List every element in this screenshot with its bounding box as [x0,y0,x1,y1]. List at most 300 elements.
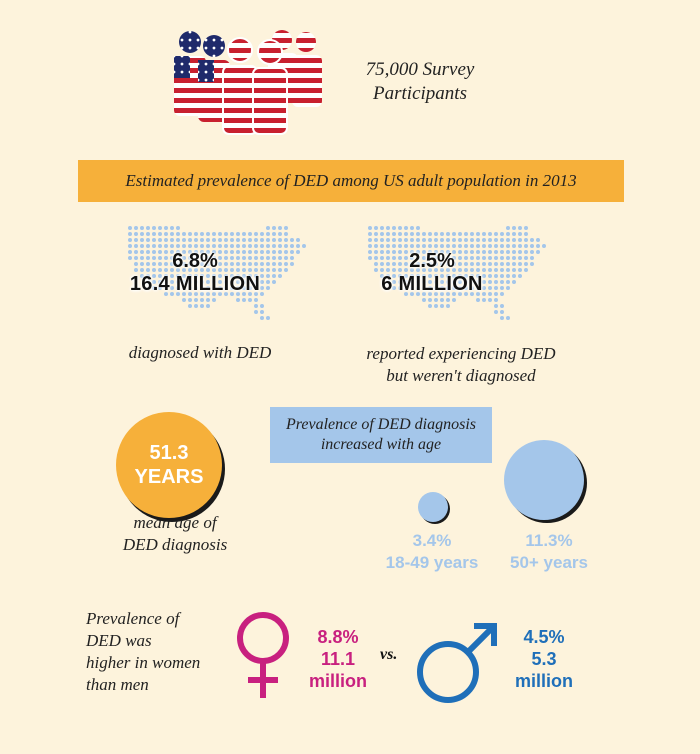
map-dot [146,244,150,248]
map-dot [140,238,144,242]
map-dot [290,244,294,248]
map-dot [494,280,498,284]
map-dot [458,238,462,242]
map-dot [164,232,168,236]
map-dot [272,226,276,230]
map-dot [284,232,288,236]
mean-age-caption-line1: mean age of [133,513,217,532]
survey-participants-label: 75,000 Survey Participants [365,59,475,104]
map-dot [164,226,168,230]
map-dot [224,244,228,248]
map-dot [242,232,246,236]
map-dot [530,256,534,260]
young-age-stat [372,530,492,574]
map-dot [278,244,282,248]
map-dot [254,238,258,242]
map-dot [212,238,216,242]
map-dot [380,226,384,230]
map-dot [452,298,456,302]
map-dot [458,232,462,236]
map-dot [176,232,180,236]
map-dot [284,268,288,272]
map-dot [266,316,270,320]
map-dot [284,256,288,260]
map-dot [404,244,408,248]
map-dot [290,262,294,266]
map-dot [380,244,384,248]
map-dot [386,238,390,242]
map-dot [512,238,516,242]
map-dot [182,298,186,302]
map-dot [524,250,528,254]
men-percent: 4.5% [523,627,565,647]
map-dot [182,238,186,242]
map-dot [404,238,408,242]
map-dot [176,226,180,230]
map-dot [206,304,210,308]
map-dot [164,238,168,242]
map-dot [500,280,504,284]
old-age-percent: 11.3% [525,531,573,550]
map-dot [284,238,288,242]
diagnosed-count: 16.4 MILLION [129,273,261,295]
map-dot [260,232,264,236]
map-dot [416,226,420,230]
map-dot [470,238,474,242]
map-dot [188,238,192,242]
map-dot [236,238,240,242]
map-dot [446,232,450,236]
map-dot [488,238,492,242]
undiagnosed-caption-line1: reported experiencing DED [366,344,556,363]
gender-text-line: than men [86,675,149,694]
map-dot [236,298,240,302]
map-dot [494,232,498,236]
old-age-range: 50+ years [510,553,588,572]
map-dot [140,232,144,236]
map-dot [542,244,546,248]
map-dot [512,274,516,278]
map-dot [254,232,258,236]
map-dot [236,232,240,236]
map-dot [518,238,522,242]
map-dot [416,244,420,248]
map-dot [182,244,186,248]
map-dot [170,238,174,242]
map-dot [296,238,300,242]
map-dot [290,250,294,254]
map-dot [530,238,534,242]
map-dot [278,232,282,236]
age-prevalence-title-line2: increased with age [320,436,442,453]
map-dot [530,244,534,248]
map-dot [272,250,276,254]
map-dot [428,244,432,248]
map-dot [158,232,162,236]
map-dot [200,304,204,308]
map-dot [266,238,270,242]
map-dot [152,232,156,236]
mean-age-caption [110,512,240,556]
map-dot [374,244,378,248]
age-prevalence-title-line1: Prevalence of DED diagnosis [285,416,477,433]
map-dot [242,298,246,302]
map-dot [254,304,258,308]
map-dot [158,244,162,248]
map-dot [170,244,174,248]
map-dot [188,304,192,308]
map-dot [218,232,222,236]
map-dot [278,226,282,230]
map-dot [422,298,426,302]
map-dot [134,226,138,230]
map-dot [296,244,300,248]
map-dot [524,256,528,260]
map-dot [218,238,222,242]
map-dot [194,304,198,308]
women-stat [298,626,378,692]
map-dot [440,232,444,236]
map-dot [422,232,426,236]
women-count: 11.1 [320,649,356,669]
map-dot [182,232,186,236]
map-dot [488,298,492,302]
age-prevalence-box [270,407,492,463]
map-dot [410,244,414,248]
map-dot [398,244,402,248]
map-dot [302,244,306,248]
map-dot [386,232,390,236]
map-dot [374,226,378,230]
women-unit: million [309,671,367,691]
map-dot [494,244,498,248]
map-dot [260,244,264,248]
map-dot [194,298,198,302]
map-dot [416,238,420,242]
map-dot [260,238,264,242]
map-dot [482,232,486,236]
map-dot [410,238,414,242]
map-dot [422,244,426,248]
map-dot [284,262,288,266]
map-dot [434,244,438,248]
map-dot [200,298,204,302]
gender-prevalence-text [86,608,226,696]
map-dot [506,250,510,254]
map-dot [518,226,522,230]
map-dot [278,238,282,242]
map-dot [518,262,522,266]
map-dot [200,244,204,248]
map-dot [194,232,198,236]
map-dot [500,310,504,314]
map-dot [398,232,402,236]
map-dot [530,250,534,254]
map-dot [374,238,378,242]
diagnosed-stat [120,250,270,296]
map-dot [458,244,462,248]
map-dot [506,262,510,266]
map-dot [254,244,258,248]
young-age-circle [418,492,448,522]
map-dot [134,238,138,242]
map-dot [194,244,198,248]
map-dot [140,244,144,248]
map-dot [248,232,252,236]
map-dot [368,244,372,248]
map-dot [368,238,372,242]
map-dot [260,310,264,314]
map-dot [278,262,282,266]
map-dot [440,304,444,308]
map-dot [494,310,498,314]
map-dot [440,238,444,242]
map-dot [278,268,282,272]
map-dot [494,256,498,260]
map-dot [242,244,246,248]
map-dot [434,298,438,302]
map-dot [278,256,282,260]
map-dot [278,274,282,278]
map-dot [374,232,378,236]
diagnosed-percent: 6.8% [172,250,218,272]
map-dot [224,238,228,242]
map-dot [506,280,510,284]
women-percent: 8.8% [317,627,359,647]
map-dot [146,232,150,236]
gender-text-line: Prevalence of [86,609,180,628]
map-dot [404,232,408,236]
map-dot [260,304,264,308]
map-dot [506,274,510,278]
map-dot [254,298,258,302]
map-dot [386,226,390,230]
map-dot [230,238,234,242]
map-dot [410,232,414,236]
map-dot [512,268,516,272]
map-dot [134,244,138,248]
map-dot [500,244,504,248]
map-dot [494,268,498,272]
mean-age-circle [116,412,222,518]
map-dot [494,286,498,290]
map-dot [278,250,282,254]
map-dot [260,316,264,320]
map-dot [464,232,468,236]
map-dot [212,244,216,248]
map-dot [212,232,216,236]
map-dot [146,226,150,230]
map-dot [434,238,438,242]
map-dot [206,238,210,242]
map-dot [494,292,498,296]
map-dot [290,238,294,242]
map-dot [494,250,498,254]
map-dot [434,232,438,236]
map-dot [398,238,402,242]
gender-text-line: DED was [86,631,152,650]
map-dot [452,244,456,248]
map-dot [446,238,450,242]
map-dot [434,304,438,308]
mean-age-value: 51.3 [149,442,189,464]
map-dot [428,232,432,236]
map-dot [140,226,144,230]
map-dot [536,244,540,248]
map-dot [494,274,498,278]
gender-text-line: higher in women [86,653,201,672]
map-dot [152,238,156,242]
map-dot [530,262,534,266]
map-dot [164,244,168,248]
map-dot [128,232,132,236]
map-dot [290,256,294,260]
map-dot [518,274,522,278]
map-dot [470,232,474,236]
prevalence-banner: Estimated prevalence of DED among US adult population in 2013 [78,160,624,202]
young-age-range: 18-49 years [385,553,479,572]
map-dot [128,244,132,248]
map-dot [440,298,444,302]
map-dot [476,244,480,248]
map-dot [368,226,372,230]
map-dot [512,256,516,260]
undiagnosed-percent: 2.5% [409,250,455,272]
map-dot [386,244,390,248]
map-dot [398,226,402,230]
map-dot [272,244,276,248]
map-dot [482,238,486,242]
map-dot [446,304,450,308]
map-dot [428,298,432,302]
map-dot [500,268,504,272]
map-dot [200,238,204,242]
map-dot [518,256,522,260]
map-dot [194,238,198,242]
map-dot [452,232,456,236]
map-dot [518,244,522,248]
map-dot [500,232,504,236]
young-age-percent: 3.4% [412,531,452,550]
map-dot [158,226,162,230]
map-dot [188,244,192,248]
map-dot [500,256,504,260]
map-dot [524,244,528,248]
map-dot [512,262,516,266]
map-dot [224,232,228,236]
map-dot [368,232,372,236]
map-dot [482,298,486,302]
map-dot [500,238,504,242]
old-age-stat [494,530,604,574]
map-dot [494,238,498,242]
map-dot [428,238,432,242]
map-dot [176,244,180,248]
map-dot [242,238,246,242]
diagnosed-caption: diagnosed with DED [128,343,272,362]
map-dot [230,232,234,236]
map-dot [272,232,276,236]
map-dot [266,244,270,248]
map-dot [500,286,504,290]
map-dot [536,238,540,242]
map-dot [500,292,504,296]
map-dot [518,268,522,272]
undiagnosed-caption [356,343,566,387]
map-dot [212,298,216,302]
map-dot [170,226,174,230]
map-dot [500,250,504,254]
map-dot [410,226,414,230]
map-dot [506,226,510,230]
map-dot [218,244,222,248]
old-age-circle [504,440,584,520]
map-dot [488,244,492,248]
map-dot [248,238,252,242]
map-dot [506,232,510,236]
map-dot [512,244,516,248]
map-dot [440,244,444,248]
men-stat [502,626,586,692]
map-dot [152,244,156,248]
undiagnosed-stat [372,250,492,296]
map-dot [524,232,528,236]
map-dot [446,298,450,302]
map-dot [512,226,516,230]
map-dot [392,226,396,230]
mean-age-caption-line2: DED diagnosis [122,535,228,554]
map-dot [266,232,270,236]
female-symbol-icon [228,606,298,702]
map-dot [416,232,420,236]
map-dot [500,274,504,278]
map-dot [506,256,510,260]
map-dot [200,232,204,236]
map-dot [506,316,510,320]
map-dot [380,232,384,236]
map-dot [284,226,288,230]
map-dot [230,244,234,248]
map-dot [506,268,510,272]
map-dot [476,238,480,242]
map-dot [146,238,150,242]
map-dot [188,298,192,302]
map-dot [296,250,300,254]
map-dot [476,298,480,302]
map-dot [152,226,156,230]
map-dot [248,298,252,302]
map-dot [272,280,276,284]
map-dot [524,268,528,272]
map-dot [206,244,210,248]
map-dot [464,238,468,242]
map-dot [284,250,288,254]
map-dot [476,232,480,236]
map-dot [512,250,516,254]
map-dot [470,244,474,248]
map-dot [134,232,138,236]
map-dot [494,298,498,302]
map-dot [248,244,252,248]
map-dot [272,274,276,278]
map-dot [422,238,426,242]
map-dot [236,244,240,248]
men-unit: million [515,671,573,691]
map-dot [206,232,210,236]
map-dot [176,238,180,242]
map-dot [404,226,408,230]
map-dot [518,232,522,236]
